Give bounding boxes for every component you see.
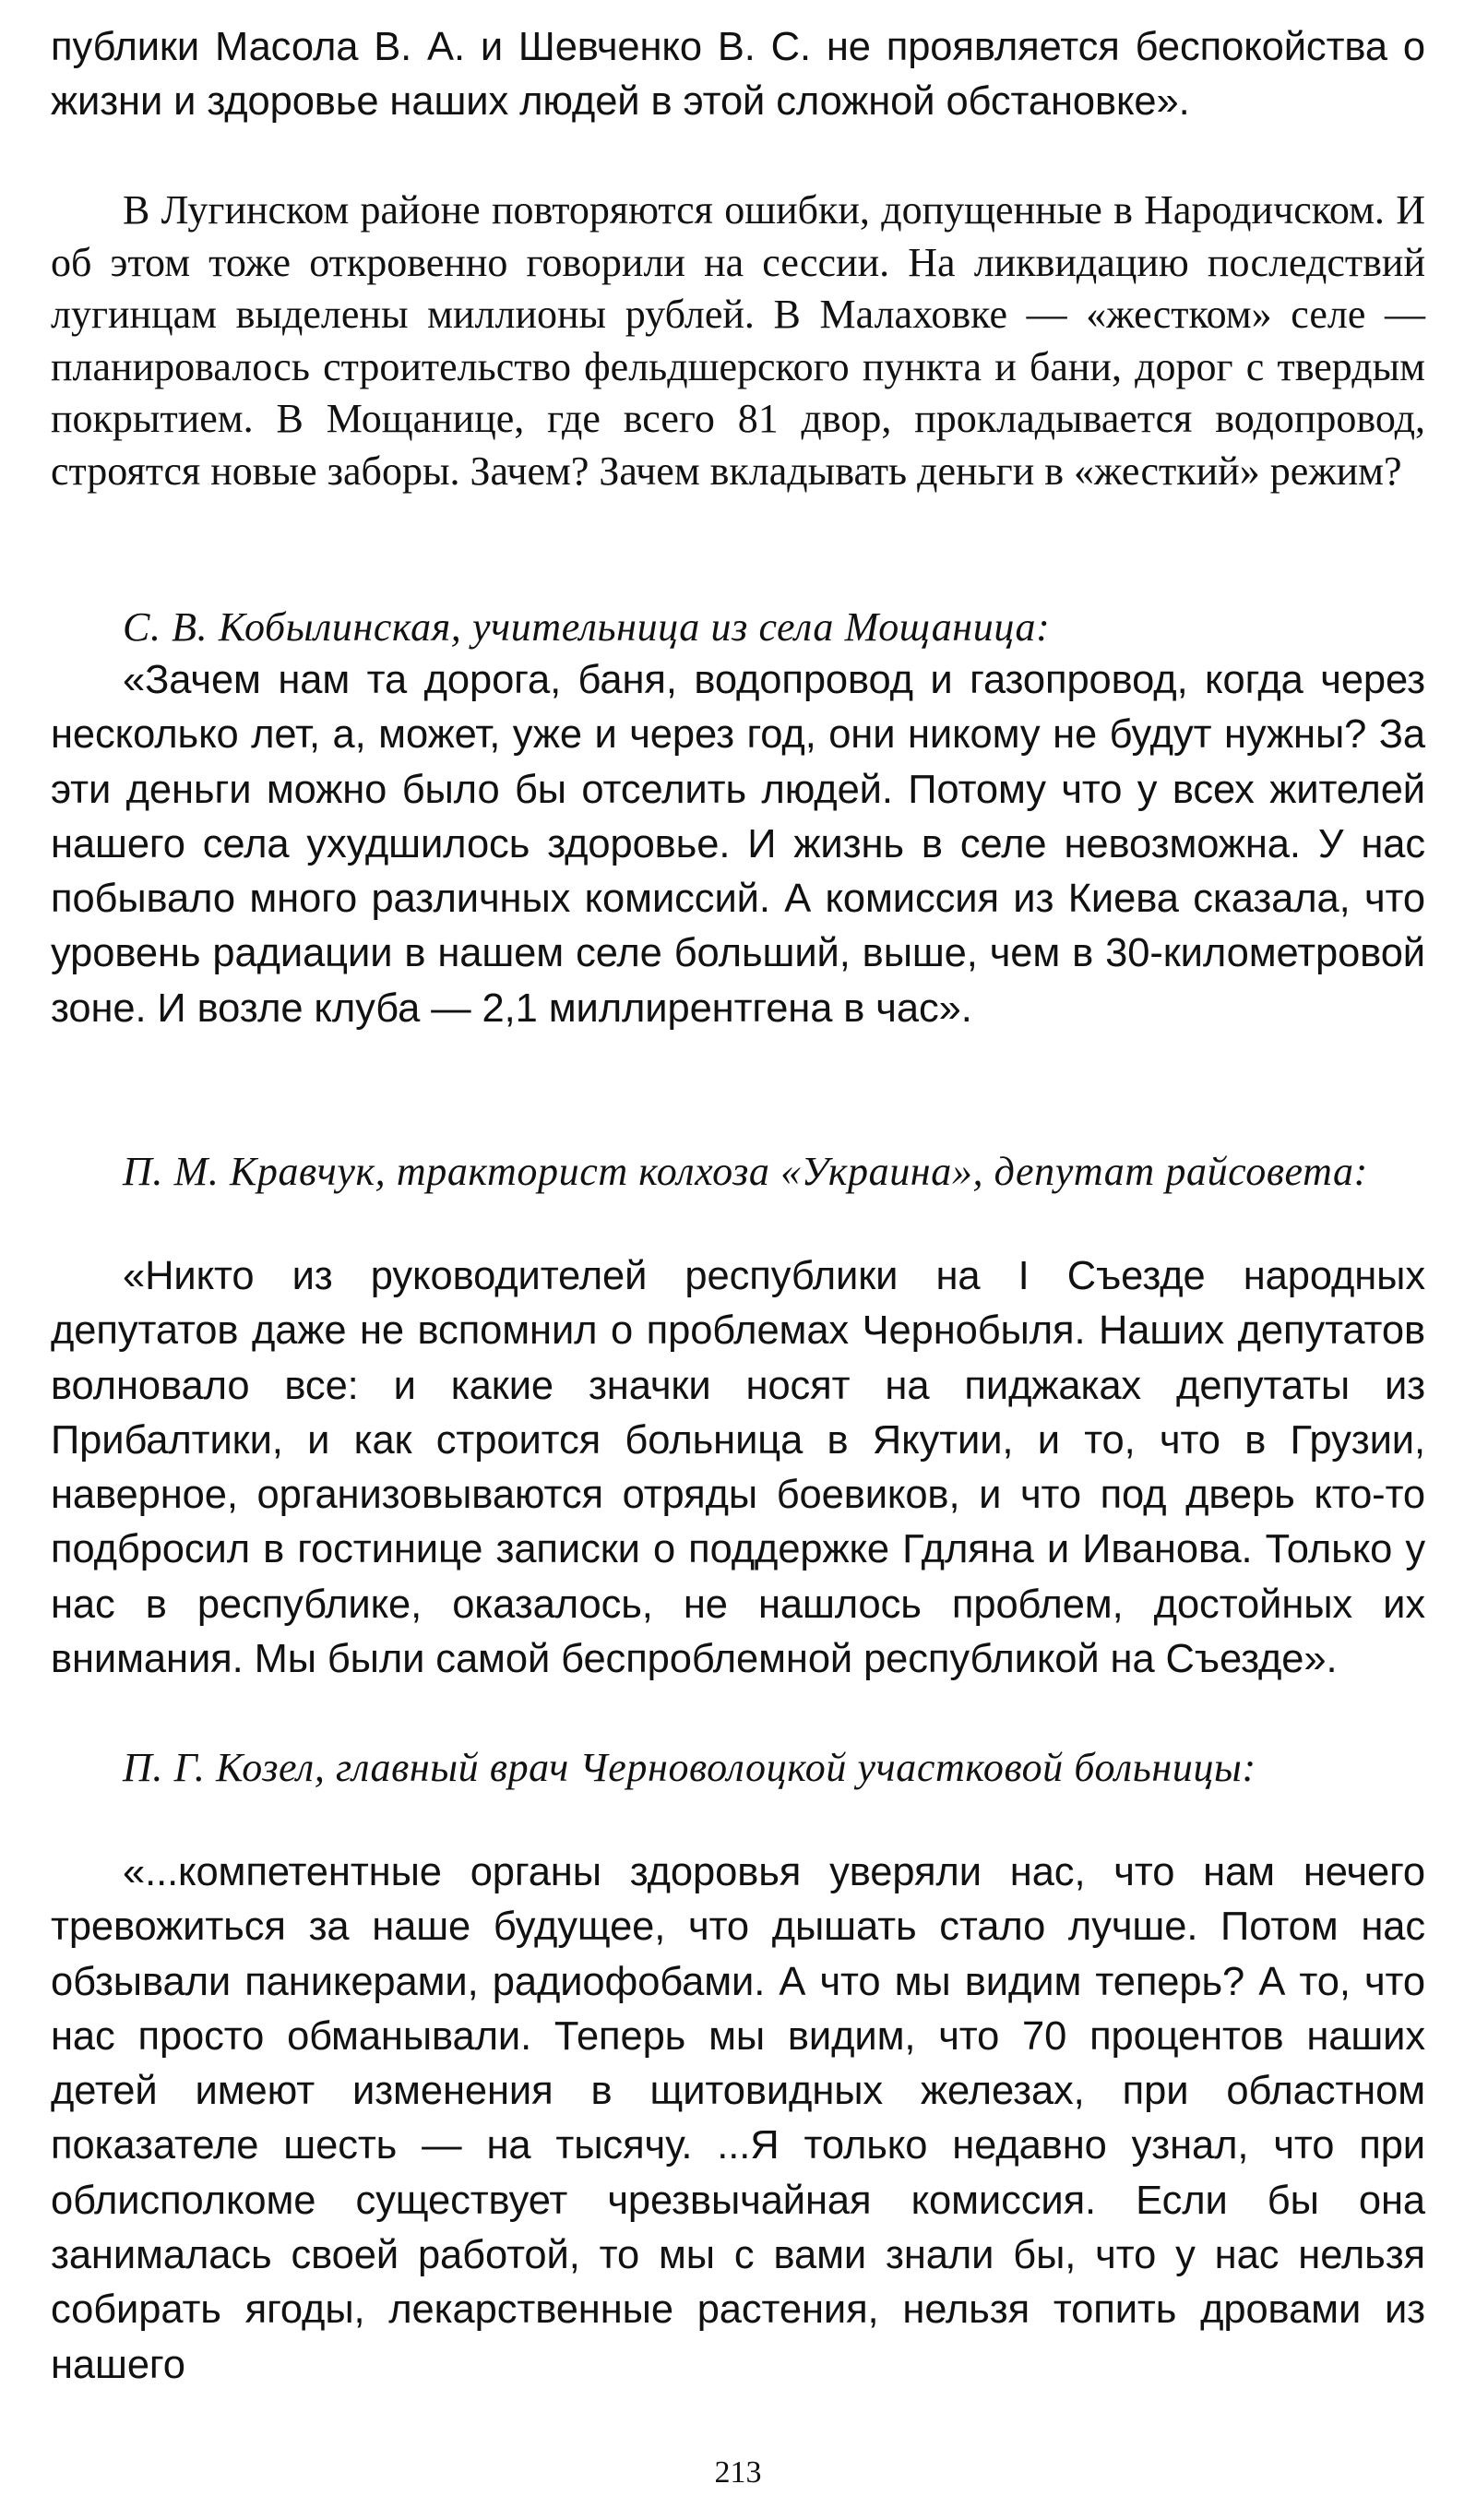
- speaker-attribution-kravchuk: П. М. Кравчук, тракторист колхоза «Украина», депутат райсовета:: [123, 1149, 1368, 1194]
- quote-kravchuk: «Никто из руководителей республики на I Съезде народных депутатов даже не вспомнил о проблемах Чернобыля. Наших депутатов волновало все: и какие значки носят на пиджаках депутаты из Прибалтики, и как строится больница в Якутии, и то, что в Грузии, наверное, организовываются отряды боевиков, и что под дверь кто-то подбросил в гостинице записки о поддержке Гдляна и Иванова. Только у нас в республике, оказалось, не нашлось проблем, достойных их внимания. Мы были самой беспроблемной республикой на Съезде».: [51, 1254, 1425, 1682]
- page-body: [51, 20, 1425, 2447]
- quote-continuation: публики Масола В. А. и Шевченко В. С. не проявляется беспокойства о жизни и здоровье наших людей в этой сложной обстановке».: [51, 25, 1425, 125]
- quote-kobylinskaya: «Зачем нам та дорога, баня, водопровод и газопровод, когда через несколько лет, а, может, уже и через год, они никому не будут нужны? За эти деньги можно было бы отселить людей. Потому что у всех жителей нашего села ухудшилось здоровье. И жизнь в селе невозможна. У нас побывало много различных комиссий. А комиссия из Киева сказала, что уровень радиации в нашем селе больший, выше, чем в 30-километровой зоне. И возле клуба — 2,1 миллирентгена в час».: [51, 658, 1425, 1031]
- speaker-attribution-kozel: П. Г. Козел, главный врач Черноволоцкой участковой больницы:: [123, 1745, 1256, 1790]
- quote-kozel: «...компетентные органы здоровья уверяли нас, что нам нечего тревожиться за наше будущее, что дышать стало лучше. Потом нас обзывали паникерами, радиофобами. А что мы видим теперь? А то, что нас просто обманывали. Теперь мы видим, что 70 процентов наших детей имеют изменения в щитовидных железах, при областном показателе шесть — на тысячу. ...Я только недавно узнал, что при облисполкоме существует чрезвычайная комиссия. Если бы она занималась своей работой, то мы с вами знали бы, что у нас нельзя собирать ягоды, лекарственные растения, нельзя топить дровами из нашего: [51, 1850, 1425, 2387]
- body-paragraph-lugansky: В Лугинском районе повторяются ошибки, допущенные в Народичском. И об этом тоже откровенно говорили на сессии. На ликвидацию последствий лугинцам выделены миллионы рублей. В Малаховке — «жестком» селе — планировалось строительство фельдшерского пункта и бани, дорог с твердым покрытием. В Мощанице, где всего 81 двор, прокладывается водопровод, строятся новые заборы. Зачем? Зачем вкладывать деньги в «жесткий» режим?: [51, 187, 1425, 494]
- speaker-attribution-kobylinskaya: С. В. Кобылинская, учительница из села Мощаница:: [123, 604, 1051, 650]
- page-number: 213: [714, 2455, 762, 2490]
